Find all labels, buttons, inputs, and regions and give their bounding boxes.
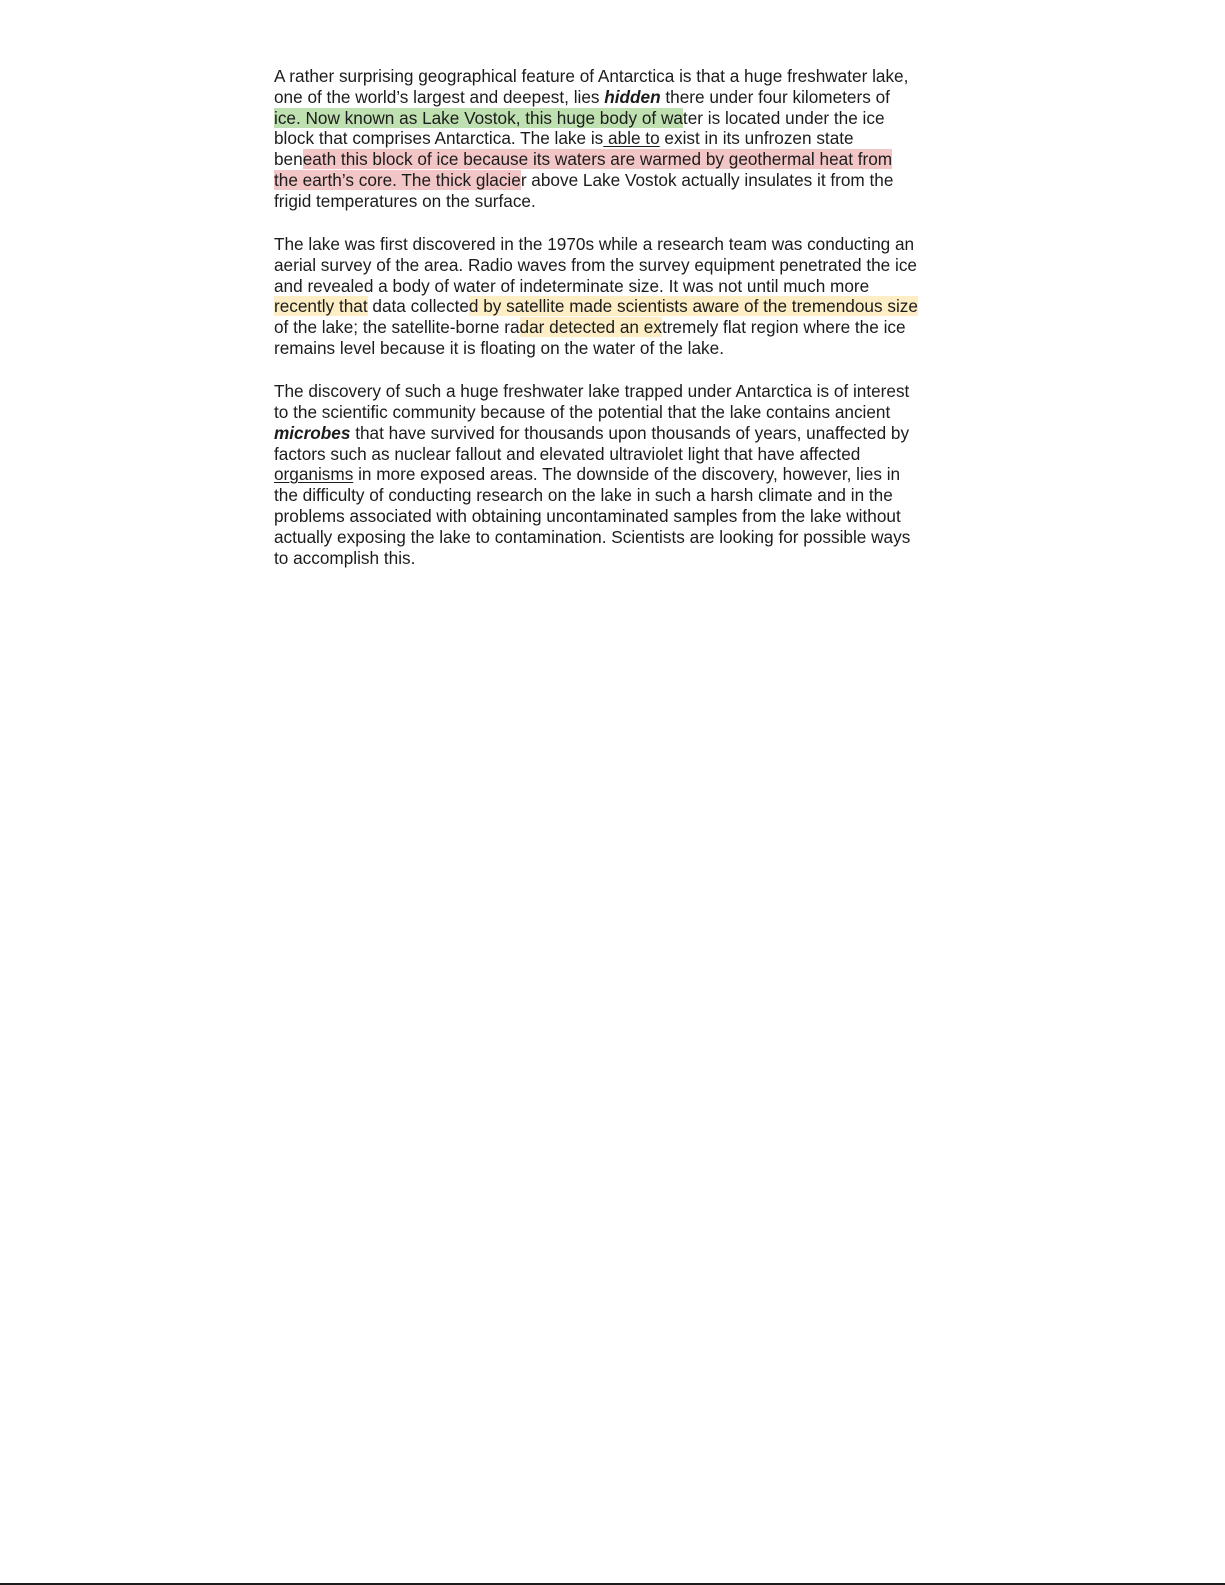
bold-italic-term: hidden [604, 86, 661, 107]
text-line [274, 338, 954, 359]
text-segment: to accomplish this. [274, 547, 416, 568]
text-segment: there under four kilometers of [660, 86, 890, 107]
text-line [274, 191, 954, 212]
text-line [274, 66, 954, 87]
text-segment: in more exposed areas. The downside of the discovery, however, lies in [353, 464, 901, 485]
text-line [274, 464, 954, 485]
text-segment: exist in its unfrozen state [659, 128, 854, 149]
paragraph-3 [274, 381, 954, 568]
text-line [274, 128, 954, 149]
text-segment: aerial survey of the area. Radio waves from the survey equipment penetrated the ice [274, 254, 917, 275]
document-page [274, 66, 954, 568]
text-line [274, 485, 954, 506]
text-segment: that have survived for thousands upon thousands of years, unaffected by [350, 422, 910, 443]
text-segment: The lake was first discovered in the 1970s while a research team was conducting an [274, 233, 915, 254]
text-line [274, 527, 954, 548]
text-segment: block that comprises Antarctica. The lake is [274, 128, 604, 149]
text-line [274, 87, 954, 108]
text-line [274, 317, 954, 338]
highlight-yellow: dar detected an ex [519, 317, 662, 338]
text-segment: actually exposing the lake to contamination. Scientists are looking for possible ways [274, 526, 911, 547]
text-line [274, 444, 954, 465]
highlight-red: eath this block of ice because its waters are warmed by geothermal heat from [302, 149, 893, 170]
text-line [274, 255, 954, 276]
text-line [274, 108, 954, 129]
underlined-text: able to [603, 128, 660, 149]
text-line [274, 170, 954, 191]
text-segment: one of the world’s largest and deepest, lies [274, 86, 605, 107]
text-segment: r above Lake Vostok actually insulates it from the [520, 169, 894, 190]
text-segment: ter is located under the ice [682, 107, 885, 128]
text-segment: problems associated with obtaining uncontaminated samples from the lake without [274, 505, 901, 526]
text-line [274, 423, 954, 444]
text-line [274, 548, 954, 569]
text-segment: of the lake; the satellite-borne ra [274, 317, 520, 338]
underlined-text: organisms [274, 464, 354, 485]
text-line [274, 276, 954, 297]
highlight-green: ice. Now known as Lake Vostok, this huge body of wa [274, 107, 683, 128]
text-segment: tremely flat region where the ice [661, 317, 906, 338]
paragraph-2 [274, 234, 954, 359]
text-line [274, 149, 954, 170]
text-segment: frigid temperatures on the surface. [274, 190, 536, 211]
text-line [274, 506, 954, 527]
text-segment: and revealed a body of water of indeterminate size. It was not until much more [274, 275, 870, 296]
text-segment: ben [274, 149, 303, 170]
text-segment: A rather surprising geographical feature of Antarctica is that a huge freshwater lake, [274, 66, 909, 86]
highlight-yellow: d by satellite made scientists aware of the tremendous size [468, 296, 918, 317]
text-segment: remains level because it is floating on the water of the lake. [274, 337, 724, 358]
text-segment: data collecte [367, 296, 469, 317]
text-line [274, 402, 954, 423]
text-segment: factors such as nuclear fallout and elevated ultraviolet light that have affected [274, 443, 861, 464]
highlight-yellow: recently that [274, 296, 368, 317]
text-line [274, 296, 954, 317]
text-line [274, 234, 954, 255]
highlight-red: the earth’s core. The thick glacie [274, 169, 521, 190]
bold-italic-term: microbes [274, 422, 351, 443]
text-segment: the difficulty of conducting research on the lake in such a harsh climate and in the [274, 485, 893, 506]
text-segment: to the scientific community because of the potential that the lake contains ancient [274, 401, 891, 422]
paragraph-1 [274, 66, 954, 212]
text-segment: The discovery of such a huge freshwater lake trapped under Antarctica is of interest [274, 381, 910, 402]
text-line [274, 381, 954, 402]
